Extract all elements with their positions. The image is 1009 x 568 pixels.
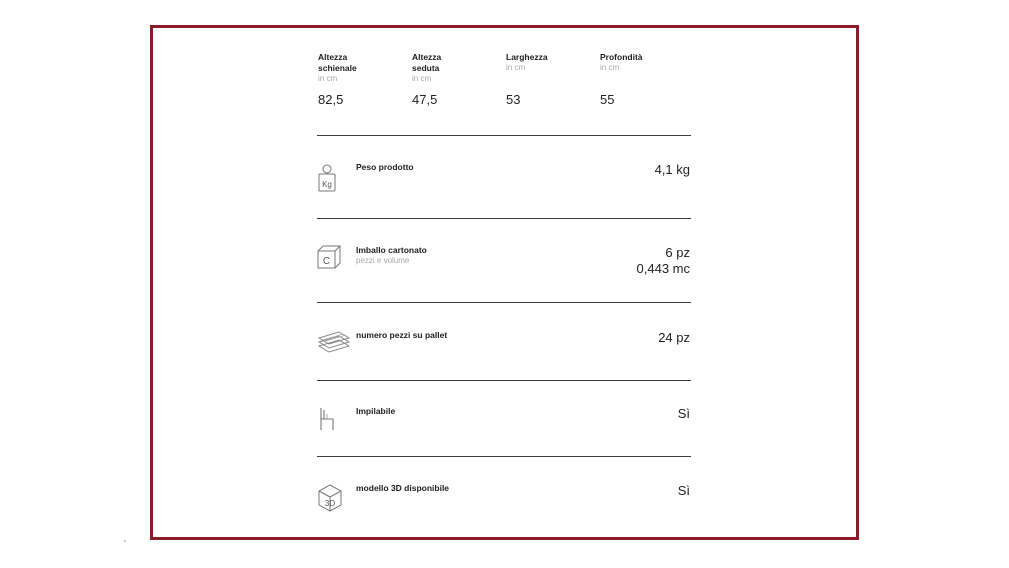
spec-value (655, 162, 690, 178)
dimension-depth (600, 52, 690, 107)
spec-row-stackable (317, 406, 691, 476)
dimension-value: 82,5 (318, 92, 344, 107)
dimension-backrest-height (318, 52, 408, 107)
dimension-label: Altezza (412, 52, 442, 62)
dimension-value: 53 (506, 92, 521, 107)
dimension-value: 47,5 (412, 92, 438, 107)
dimension-label: seduta (412, 63, 440, 73)
dimension-unit: in cm (506, 63, 526, 72)
spec-value-line: 4,1 kg (654, 162, 690, 177)
spec-label: Imballo cartonato (356, 245, 427, 255)
spec-value (658, 330, 690, 346)
spec-value-line: Sì (677, 483, 690, 498)
cube-3d-icon-text: 3D (324, 499, 336, 508)
dimension-width (506, 52, 596, 107)
spec-row-weight (317, 162, 691, 232)
dimension-label: Larghezza (506, 52, 548, 62)
spec-value (678, 483, 690, 499)
spec-label: numero pezzi su pallet (356, 330, 448, 340)
spec-value (637, 245, 690, 277)
spec-label: modello 3D disponibile (356, 483, 450, 493)
pallet-icon (317, 330, 351, 364)
cube-3d-icon (317, 483, 341, 517)
dimension-unit: in cm (412, 74, 432, 83)
spec-label: Impilabile (356, 406, 396, 416)
dimension-value: 55 (600, 92, 615, 107)
spec-value-line: 24 pz (658, 330, 690, 345)
weight-icon (317, 162, 341, 196)
stray-dot (124, 540, 126, 542)
stackable-chair-icon (317, 406, 341, 440)
divider (317, 135, 691, 136)
dimension-label: Altezza (318, 52, 348, 62)
dimension-seat-height (412, 52, 502, 107)
spec-row-3d-model (317, 483, 691, 553)
dimension-label: schienale (318, 63, 357, 73)
spec-row-packaging (317, 245, 691, 315)
spec-sublabel: pezzi e volume (356, 256, 410, 265)
box-icon-text: C (322, 256, 331, 267)
weight-icon-text: Kg (322, 180, 332, 189)
spec-row-pallet (317, 330, 691, 400)
spec-value-line: 0,443 mc (636, 261, 690, 276)
spec-label: Peso prodotto (356, 162, 414, 172)
dimension-unit: in cm (600, 63, 620, 72)
spec-value (678, 406, 690, 422)
dimension-unit: in cm (318, 74, 338, 83)
box-icon (317, 245, 341, 279)
spec-value-line: 6 pz (665, 245, 690, 260)
spec-value-line: Sì (677, 406, 690, 421)
dimension-label: Profondità (600, 52, 643, 62)
